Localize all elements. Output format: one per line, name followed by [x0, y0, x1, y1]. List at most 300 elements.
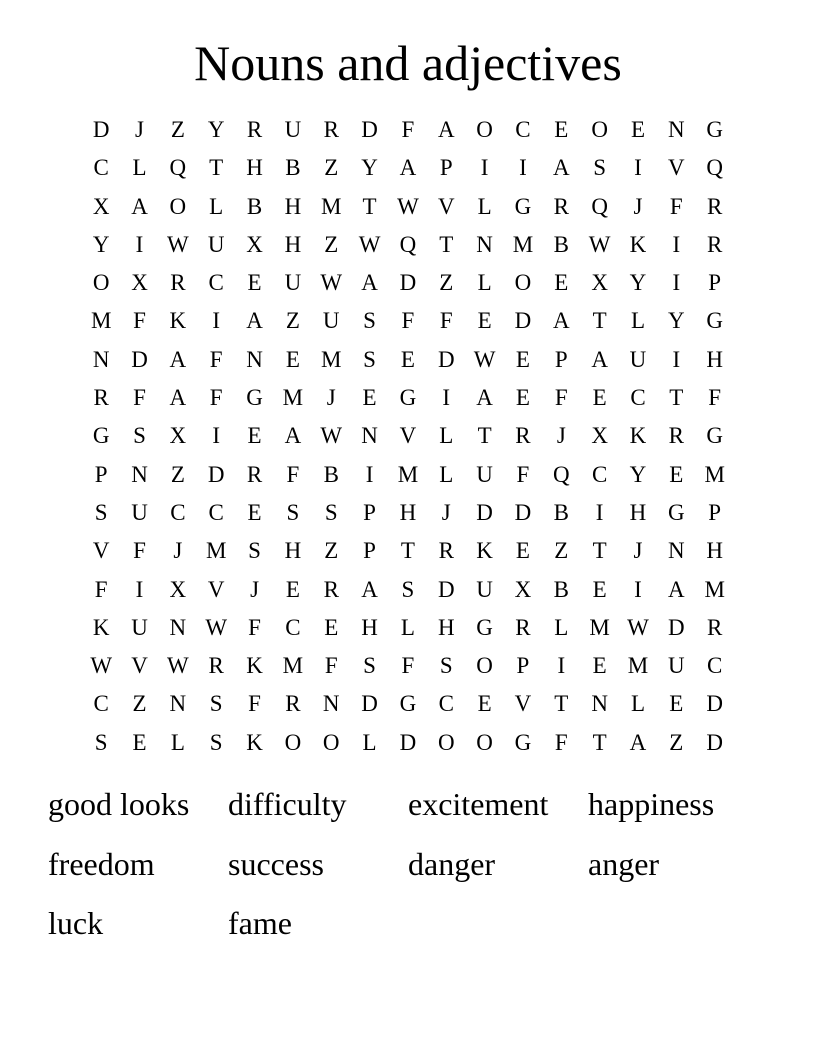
grid-row [82, 379, 734, 417]
grid-letter: V [514, 691, 532, 717]
grid-letter: S [209, 691, 223, 717]
grid-letter: J [135, 117, 144, 142]
grid-letter: P [708, 499, 722, 525]
grid-letter: M [205, 538, 227, 564]
grid-letter: K [169, 308, 187, 334]
word-bank-row [48, 842, 768, 902]
grid-letter: N [92, 346, 110, 372]
grid-letter: G [706, 117, 723, 142]
grid-letter: Z [669, 729, 684, 755]
grid-letter: L [554, 614, 569, 640]
grid-letter: N [361, 423, 378, 449]
word-bank-item: good looks [48, 786, 190, 822]
grid-letter: T [400, 538, 415, 564]
grid-letter: S [401, 576, 415, 602]
word-bank-item: luck [48, 905, 104, 941]
grid-letter: N [169, 614, 187, 640]
grid-letter: S [94, 499, 108, 525]
grid-letter: H [437, 614, 455, 640]
grid-letter: R [285, 691, 301, 717]
grid-letter: U [284, 117, 302, 142]
grid-letter: X [514, 576, 532, 602]
grid-letter: X [246, 231, 263, 257]
grid-letter: D [706, 729, 723, 755]
grid-letter: I [519, 155, 527, 181]
grid-letter: I [212, 308, 221, 334]
grid-letter: I [672, 270, 681, 296]
grid-letter: W [320, 423, 343, 449]
grid-letter: G [706, 423, 723, 449]
grid-letter: Q [591, 193, 608, 219]
grid-letter: X [169, 576, 187, 602]
grid-letter: L [209, 193, 224, 219]
grid-letter: U [476, 576, 493, 602]
grid-letter: T [592, 308, 607, 334]
grid-letter: T [362, 193, 377, 219]
grid-letter: O [476, 117, 493, 142]
grid-letter: J [441, 499, 451, 525]
grid-letter: Z [324, 155, 339, 181]
grid-letter: Z [324, 231, 339, 257]
grid-letter: Q [552, 461, 570, 487]
grid-letter: S [94, 729, 108, 755]
grid-letter: M [704, 576, 725, 602]
grid-letter: U [322, 308, 340, 334]
grid-letter: E [362, 385, 377, 411]
grid-letter: A [629, 729, 647, 755]
grid-letter: D [207, 461, 225, 487]
grid-letter: T [209, 155, 224, 181]
grid-letter: D [399, 270, 417, 296]
grid-letter: F [669, 193, 683, 219]
grid-letter: I [212, 423, 221, 449]
grid-letter: V [92, 538, 110, 564]
grid-letter: K [629, 231, 647, 257]
grid-letter: Q [169, 155, 187, 181]
grid-letter: A [399, 155, 417, 181]
grid-letter: G [514, 729, 532, 755]
grid-letter: G [668, 499, 685, 525]
grid-letter: M [90, 308, 112, 334]
grid-row [82, 724, 734, 762]
grid-row [82, 264, 734, 302]
grid-letter: Z [439, 270, 454, 296]
grid-letter: H [284, 231, 302, 257]
grid-letter: J [633, 193, 643, 219]
grid-letter: M [321, 193, 342, 219]
grid-letter: O [591, 117, 608, 142]
grid-letter: E [669, 461, 684, 487]
grid-letter: E [669, 691, 684, 717]
grid-letter: F [401, 117, 415, 142]
grid-letter: A [361, 576, 378, 602]
grid-letter: E [400, 346, 415, 372]
grid-letter: H [399, 499, 417, 525]
grid-letter: D [131, 346, 148, 372]
grid-letter: C [208, 270, 224, 296]
grid-letter: P [516, 653, 530, 679]
grid-row [82, 188, 734, 226]
grid-letter: H [706, 538, 723, 564]
grid-letter: R [208, 653, 224, 679]
grid-letter: U [131, 499, 148, 525]
grid-letter: M [512, 231, 534, 257]
grid-letter: Y [629, 270, 647, 296]
grid-letter: O [476, 729, 493, 755]
grid-letter: P [708, 270, 722, 296]
grid-letter: G [706, 308, 723, 334]
grid-letter: W [358, 231, 381, 257]
grid-letter: B [285, 155, 301, 181]
grid-letter: T [592, 538, 607, 564]
grid-letter: J [173, 538, 183, 564]
grid-letter: Z [132, 691, 147, 717]
grid-letter: W [627, 614, 649, 640]
grid-letter: R [170, 270, 186, 296]
grid-letter: C [438, 691, 454, 717]
grid-letter: S [363, 653, 376, 679]
page-title: Nouns and adjectives [194, 35, 622, 91]
grid-letter: E [247, 423, 262, 449]
grid-letter: F [708, 385, 722, 411]
grid-letter: D [706, 691, 723, 717]
grid-letter: N [668, 117, 685, 142]
grid-letter: S [209, 729, 223, 755]
grid-letter: Y [361, 155, 378, 181]
grid-letter: B [323, 461, 339, 487]
grid-letter: C [285, 614, 301, 640]
grid-letter: H [706, 346, 723, 372]
grid-letter: D [92, 117, 110, 142]
grid-letter: A [246, 308, 263, 334]
grid-letter: L [477, 270, 492, 296]
grid-letter: I [634, 576, 642, 602]
grid-letter: F [248, 614, 261, 640]
grid-letter: F [133, 308, 146, 334]
grid-letter: C [591, 461, 608, 487]
grid-letter: U [207, 231, 225, 257]
grid-letter: I [480, 155, 489, 181]
grid-letter: N [668, 538, 685, 564]
grid-letter: U [629, 346, 647, 372]
grid-letter: U [131, 614, 148, 640]
grid-letter: I [672, 231, 681, 257]
grid-letter: F [286, 461, 300, 487]
grid-letter: K [629, 423, 647, 449]
grid-letter: L [630, 691, 646, 717]
grid-letter: R [323, 117, 339, 142]
grid-letter: L [630, 308, 646, 334]
grid-letter: E [132, 729, 147, 755]
grid-letter: J [556, 423, 566, 449]
grid-letter: E [630, 117, 646, 142]
grid-letter: I [634, 155, 642, 181]
grid-row [82, 149, 734, 187]
grid-letter: L [170, 729, 185, 755]
grid-letter: E [247, 270, 262, 296]
grid-letter: G [514, 193, 532, 219]
grid-letter: M [704, 461, 725, 487]
word-bank-item: danger [408, 845, 496, 882]
grid-letter: G [476, 614, 493, 640]
grid-letter: R [515, 423, 531, 449]
grid-letter: K [246, 729, 263, 755]
grid-letter: C [170, 499, 186, 525]
grid-letter: H [629, 499, 647, 525]
grid-row [82, 111, 734, 149]
grid-letter: L [362, 729, 377, 755]
grid-letter: N [131, 461, 148, 487]
grid-letter: U [284, 270, 302, 296]
grid-letter: E [285, 346, 300, 372]
grid-letter: X [131, 270, 148, 296]
grid-letter: S [593, 155, 607, 181]
grid-letter: N [591, 691, 608, 717]
grid-letter: T [554, 691, 569, 717]
grid-letter: P [363, 499, 376, 525]
grid-letter: A [437, 117, 455, 142]
grid-letter: A [131, 193, 148, 219]
grid-letter: I [557, 653, 566, 679]
grid-row [82, 532, 734, 570]
grid-letter: T [439, 231, 454, 257]
grid-letter: F [516, 461, 530, 487]
grid-letter: F [209, 346, 223, 372]
grid-letter: B [246, 193, 263, 219]
grid-letter: D [361, 117, 378, 142]
grid-letter: S [363, 308, 376, 334]
grid-letter: J [326, 385, 336, 411]
grid-letter: D [399, 729, 417, 755]
grid-letter: P [439, 155, 453, 181]
grid-letter: A [284, 423, 302, 449]
grid-letter: B [553, 231, 569, 257]
grid-letter: R [668, 423, 684, 449]
grid-letter: E [554, 270, 569, 296]
grid-row [82, 571, 734, 609]
grid-letter: I [595, 499, 604, 525]
word-bank-row [48, 901, 768, 961]
grid-letter: X [591, 423, 608, 449]
grid-letter: H [361, 614, 378, 640]
grid-letter: D [514, 308, 532, 334]
grid-letter: A [169, 385, 187, 411]
grid-letter: C [208, 499, 224, 525]
word-bank [48, 782, 768, 961]
grid-letter: R [246, 461, 263, 487]
grid-letter: C [93, 155, 109, 181]
grid-letter: G [92, 423, 110, 449]
grid-letter: O [514, 270, 532, 296]
grid-letter: Z [324, 538, 339, 564]
grid-letter: R [323, 576, 339, 602]
grid-letter: Z [285, 308, 300, 334]
grid-letter: G [246, 385, 263, 411]
grid-letter: D [361, 691, 378, 717]
grid-letter: F [209, 385, 223, 411]
grid-letter: T [477, 423, 492, 449]
grid-letter: O [169, 193, 187, 219]
grid-letter: E [554, 117, 569, 142]
grid-row [82, 494, 734, 532]
grid-letter: F [133, 385, 146, 411]
grid-letter: O [92, 270, 110, 296]
grid-letter: F [439, 308, 453, 334]
grid-letter: E [515, 346, 530, 372]
grid-letter: N [246, 346, 263, 372]
grid-letter: M [321, 346, 342, 372]
grid-letter: S [363, 346, 376, 372]
grid-letter: R [553, 193, 569, 219]
grid-letter: Z [554, 538, 569, 564]
grid-letter: E [592, 576, 607, 602]
word-bank-item: excitement [408, 786, 549, 822]
grid-letter: V [207, 576, 225, 602]
grid-letter: Q [399, 231, 417, 257]
grid-letter: V [668, 155, 685, 181]
grid-letter: X [591, 270, 608, 296]
grid-letter: W [588, 231, 611, 257]
grid-letter: Y [207, 117, 225, 142]
grid-letter: R [515, 614, 531, 640]
grid-letter: H [284, 538, 302, 564]
grid-letter: M [282, 653, 304, 679]
grid-letter: M [589, 614, 610, 640]
grid-letter: S [439, 653, 453, 679]
grid-letter: M [282, 385, 304, 411]
word-bank-row [48, 782, 768, 842]
grid-row [82, 302, 734, 340]
grid-letter: Z [170, 461, 185, 487]
grid-letter: F [401, 653, 415, 679]
grid-letter: R [707, 614, 723, 640]
grid-letter: K [246, 653, 263, 679]
grid-letter: D [437, 346, 455, 372]
grid-letter: S [286, 499, 300, 525]
grid-letter: Z [170, 117, 185, 142]
grid-letter: K [92, 614, 110, 640]
grid-letter: W [320, 270, 343, 296]
grid-letter: N [169, 691, 187, 717]
grid-letter: A [476, 385, 493, 411]
grid-letter: V [399, 423, 417, 449]
grid-letter: I [135, 231, 144, 257]
grid-letter: E [592, 653, 607, 679]
grid-letter: Y [629, 461, 647, 487]
grid-letter: M [397, 461, 419, 487]
grid-letter: E [477, 691, 492, 717]
grid-letter: T [592, 729, 607, 755]
grid-letter: I [672, 346, 681, 372]
grid-letter: L [439, 461, 454, 487]
grid-letter: E [477, 308, 492, 334]
grid-letter: C [93, 691, 109, 717]
grid-letter: B [553, 499, 569, 525]
grid-letter: A [361, 270, 378, 296]
grid-letter: F [133, 538, 146, 564]
grid-letter: F [554, 385, 568, 411]
grid-letter: C [707, 653, 723, 679]
grid-letter: C [515, 117, 531, 142]
grid-letter: G [399, 385, 417, 411]
grid-letter: R [707, 193, 723, 219]
grid-letter: I [442, 385, 451, 411]
grid-letter: Y [92, 231, 110, 257]
grid-letter: R [707, 231, 723, 257]
grid-row [82, 609, 734, 647]
grid-letter: W [205, 614, 228, 640]
grid-letter: S [324, 499, 338, 525]
grid-letter: I [135, 576, 144, 602]
grid-letter: J [633, 538, 643, 564]
grid-letter: W [473, 346, 496, 372]
grid-row [82, 456, 734, 494]
word-bank-item: difficulty [228, 786, 347, 822]
grid-letter: L [132, 155, 147, 181]
grid-row [82, 417, 734, 455]
grid-letter: V [131, 653, 148, 679]
grid-row [82, 341, 734, 379]
grid-letter: O [284, 729, 302, 755]
grid-letter: R [246, 117, 263, 142]
grid-letter: R [438, 538, 454, 564]
word-bank-item: anger [588, 845, 660, 882]
grid-letter: O [322, 729, 340, 755]
grid-letter: F [248, 691, 261, 717]
grid-letter: D [514, 499, 532, 525]
grid-letter: E [285, 576, 300, 602]
grid-letter: T [669, 385, 684, 411]
grid-letter: W [90, 653, 113, 679]
word-bank-item: happiness [588, 786, 715, 822]
grid-letter: X [169, 423, 187, 449]
grid-letter: H [246, 155, 263, 181]
grid-letter: A [169, 346, 187, 372]
grid-letter: A [668, 576, 685, 602]
grid-letter: E [324, 614, 339, 640]
grid-letter: E [515, 538, 530, 564]
grid-letter: W [397, 193, 419, 219]
grid-letter: B [553, 576, 569, 602]
grid-row [82, 226, 734, 264]
grid-letter: N [322, 691, 340, 717]
grid-row [82, 647, 734, 685]
grid-letter: U [668, 653, 685, 679]
grid-letter: E [592, 385, 607, 411]
grid-letter: J [250, 576, 260, 602]
grid-letter: W [167, 231, 189, 257]
grid-letter: Q [706, 155, 723, 181]
grid-letter: I [365, 461, 374, 487]
grid-letter: O [476, 653, 493, 679]
grid-letter: E [247, 499, 262, 525]
grid-letter: A [552, 155, 570, 181]
grid-letter: A [552, 308, 570, 334]
grid-letter: C [630, 385, 646, 411]
grid-letter: V [437, 193, 455, 219]
grid-letter: A [591, 346, 608, 372]
grid-letter: L [400, 614, 415, 640]
grid-letter: E [515, 385, 530, 411]
grid-row [82, 685, 734, 723]
grid-letter: D [668, 614, 685, 640]
grid-letter: D [437, 576, 455, 602]
grid-letter: D [476, 499, 493, 525]
word-bank-item: fame [228, 905, 292, 941]
grid-letter: U [476, 461, 493, 487]
grid-letter: P [554, 346, 568, 372]
grid-letter: K [476, 538, 493, 564]
